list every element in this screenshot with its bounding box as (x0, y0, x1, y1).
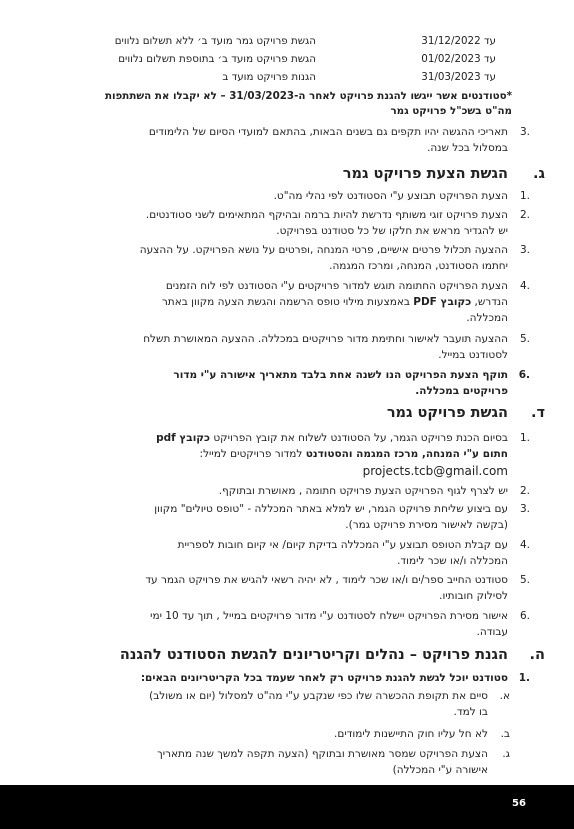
item-line: יחתמו הסטודנט, המנחה, ומרכז המגמה. (329, 260, 508, 272)
list-item (68, 483, 530, 499)
item-line: הצעת הפרויקט החתומה תוגש למדור פרויקטים ע"י הסטודנט לפי לוח הזמנים (165, 280, 508, 292)
item-number: .4 (519, 280, 530, 292)
list-item (68, 207, 530, 239)
pdf-emphasis: כקובץ pdf (156, 432, 210, 444)
item-line: יש לצרף לגוף הפרויקט הצעת פרויקט חתומה , מאושרת ובתוקף. (218, 485, 508, 497)
page-number: 56 (512, 798, 526, 809)
item-line: עם קבלת הטופס תבוצע ע"י המכללה בדיקת קיום/ אי קיום חובות לספריית (177, 539, 508, 551)
item-text: באמצעות מילוי טופס הרשמה והגשת הצעה מקוון באתר (161, 296, 414, 308)
schedule-description: הגשת פרויקט גמר מועד ב׳ ללא תשלום נלווים (114, 35, 316, 47)
item-number: .6 (518, 369, 530, 381)
note-line: *סטודנטים אשר ייגשו להגנת פרויקט לאחר ה-31/03/2023 – לא יקבלו את השתתפות (104, 90, 512, 102)
item-line: עם ביצוע שליחת פרויקט הגמר, יש למלא באתר המכללה - "טופס טיולים" מקוון (154, 503, 508, 515)
list-item (68, 430, 530, 480)
schedule-description: הגנות פרויקט מועד ב (222, 71, 316, 83)
item-line: בו למד. (453, 706, 488, 718)
item-line: סטודנט החייב ספר/ים ו/או שכר לימוד , לא יהיה רשאי להגיש את פרויקט הגמר עד (145, 574, 508, 586)
schedule-date: עד 31/12/2022 (421, 35, 496, 47)
item-number: .3 (519, 503, 530, 515)
signers-emphasis: חתום ע"י המנחה, מרכז המגמה והסטודנט (305, 448, 508, 460)
item-line: במסלול בכל שנה. (427, 142, 508, 154)
list-item (68, 501, 530, 533)
item-line: סיים את תקופת ההכשרה שלו כפי שנקבע ע"י מה"ט למסלול (יום או משולב) (149, 690, 488, 702)
item-number: .4 (519, 539, 530, 551)
section-heading (342, 166, 545, 182)
item-line: יש להגדיר מראש את חלקו של כל סטודנט בפרויקט. (276, 225, 508, 237)
item-line: ההצעה תכלול פרטים אישיים, פרטי המנחה ,ופרטים על נושא הפרויקט. על ההצעה (139, 244, 508, 256)
note-line: מה"ט בשכ"ל פרויקט גמר (390, 105, 512, 117)
item-line: אישור מסירת הפרויקט יישלח לסטודנט ע"י מדור פרויקטים במייל , תוך עד 10 ימי (150, 610, 508, 622)
item-line: תאריכי ההגשה יהיו תקפים גם בשנים הבאות, בהתאם למועדי הסיום של הלימודים (148, 126, 508, 138)
sub-item-mark: ב. (500, 728, 510, 740)
late-defense-note (52, 89, 512, 119)
item-text: בסיום הכנת פרויקט הגמר, על הסטודנט לשלוח את קובץ הפרויקט (210, 432, 508, 444)
item-line: ההצעה תועבר לאישור וחתימת מדור פרויקטים במכללה. ההצעה המאושרת תשלח (143, 333, 508, 345)
item-number: .6 (519, 610, 530, 622)
item-line: המכללה ו/או שכר לימוד. (397, 555, 508, 567)
item-number: .1 (518, 672, 530, 684)
item-line (68, 446, 508, 462)
item-line: המכללה. (466, 312, 508, 324)
item-text: הנדרש, (471, 296, 508, 308)
list-item (68, 537, 530, 569)
item-line: פרויקטים במכללה. (415, 385, 508, 397)
item-number: .5 (519, 333, 530, 345)
item-line: הצעת הפרויקט שמסר מאושרת ובתוקף (הצעה תקפה למשך שנה מתאריך (157, 748, 488, 760)
item-line: סטודנט יוכל לגשת להגנת פרויקט רק לאחר שעמד בכל הקריטריונים הבאים: (140, 672, 508, 684)
item-line: (בקשה לאישור מסירת פרויקט גמר). (345, 519, 508, 531)
section-title: הגנת פרויקט – נהלים וקריטריונים להגשת הסטודנט להגנה (119, 647, 508, 663)
section-letter: ד. (530, 405, 545, 421)
item-line (68, 294, 508, 310)
list-item (68, 124, 530, 156)
section-title: הגשת הצעת פרויקט גמר (342, 166, 508, 182)
list-item (68, 608, 530, 640)
item-number: .5 (519, 574, 530, 586)
sub-item (68, 688, 510, 720)
list-item (68, 670, 530, 686)
schedule-row (78, 35, 496, 52)
section-heading (119, 647, 545, 663)
sub-item-mark: ג. (502, 748, 510, 760)
sub-item (68, 726, 510, 742)
item-number: .2 (519, 485, 530, 497)
sub-item-mark: א. (499, 690, 510, 702)
item-number: .3 (519, 244, 530, 256)
item-line: לסטודנט במייל. (438, 349, 508, 361)
item-line (68, 430, 508, 446)
item-line: אישורה ע"י המכללה) (392, 764, 488, 776)
item-line: הצעת הפרויקט תבוצע ע"י הסטודנט לפי נהלי מה"ט. (273, 190, 508, 202)
pdf-emphasis: כקובץ PDF (413, 296, 472, 308)
item-number: .3 (519, 126, 530, 138)
list-item (68, 278, 530, 326)
list-item (68, 242, 530, 274)
list-item (68, 188, 530, 204)
schedule-description: הגשת פרויקט מועד ב׳ בתוספת תשלום נלווים (118, 53, 316, 65)
section-letter: ג. (533, 166, 545, 182)
item-text: למדור פרויקטים למייל: (199, 448, 306, 460)
section-letter: ה. (529, 647, 545, 663)
item-number: .2 (519, 209, 530, 221)
item-number: .1 (519, 432, 530, 444)
schedule-date: עד 01/02/2023 (421, 53, 496, 65)
projects-email[interactable]: projects.tcb@gmail.com (362, 464, 508, 478)
item-line: תוקף הצעת הפרויקט הנו לשנה אחת בלבד מתאריך אישורה ע"י מדור (173, 369, 508, 381)
item-line: הצעת פרויקט זוגי משותף נדרשת להיות ברמה ובהיקף המתאימים לשני סטודנטים. (145, 209, 508, 221)
page-footer (0, 785, 574, 829)
schedule-date: עד 31/03/2023 (421, 71, 496, 83)
list-item (68, 367, 530, 399)
schedule-row (78, 53, 496, 70)
list-item (68, 331, 530, 363)
item-line: לא חל עליו חוק התיישנות לימודים. (334, 728, 488, 740)
item-line: לסילוק חובותיו. (439, 590, 508, 602)
list-item (68, 572, 530, 604)
schedule-row (78, 71, 496, 88)
section-heading (386, 405, 545, 421)
sub-item (68, 746, 510, 778)
item-line: עבודה. (476, 626, 508, 638)
section-title: הגשת פרויקט גמר (386, 405, 508, 421)
item-number: .1 (519, 190, 530, 202)
